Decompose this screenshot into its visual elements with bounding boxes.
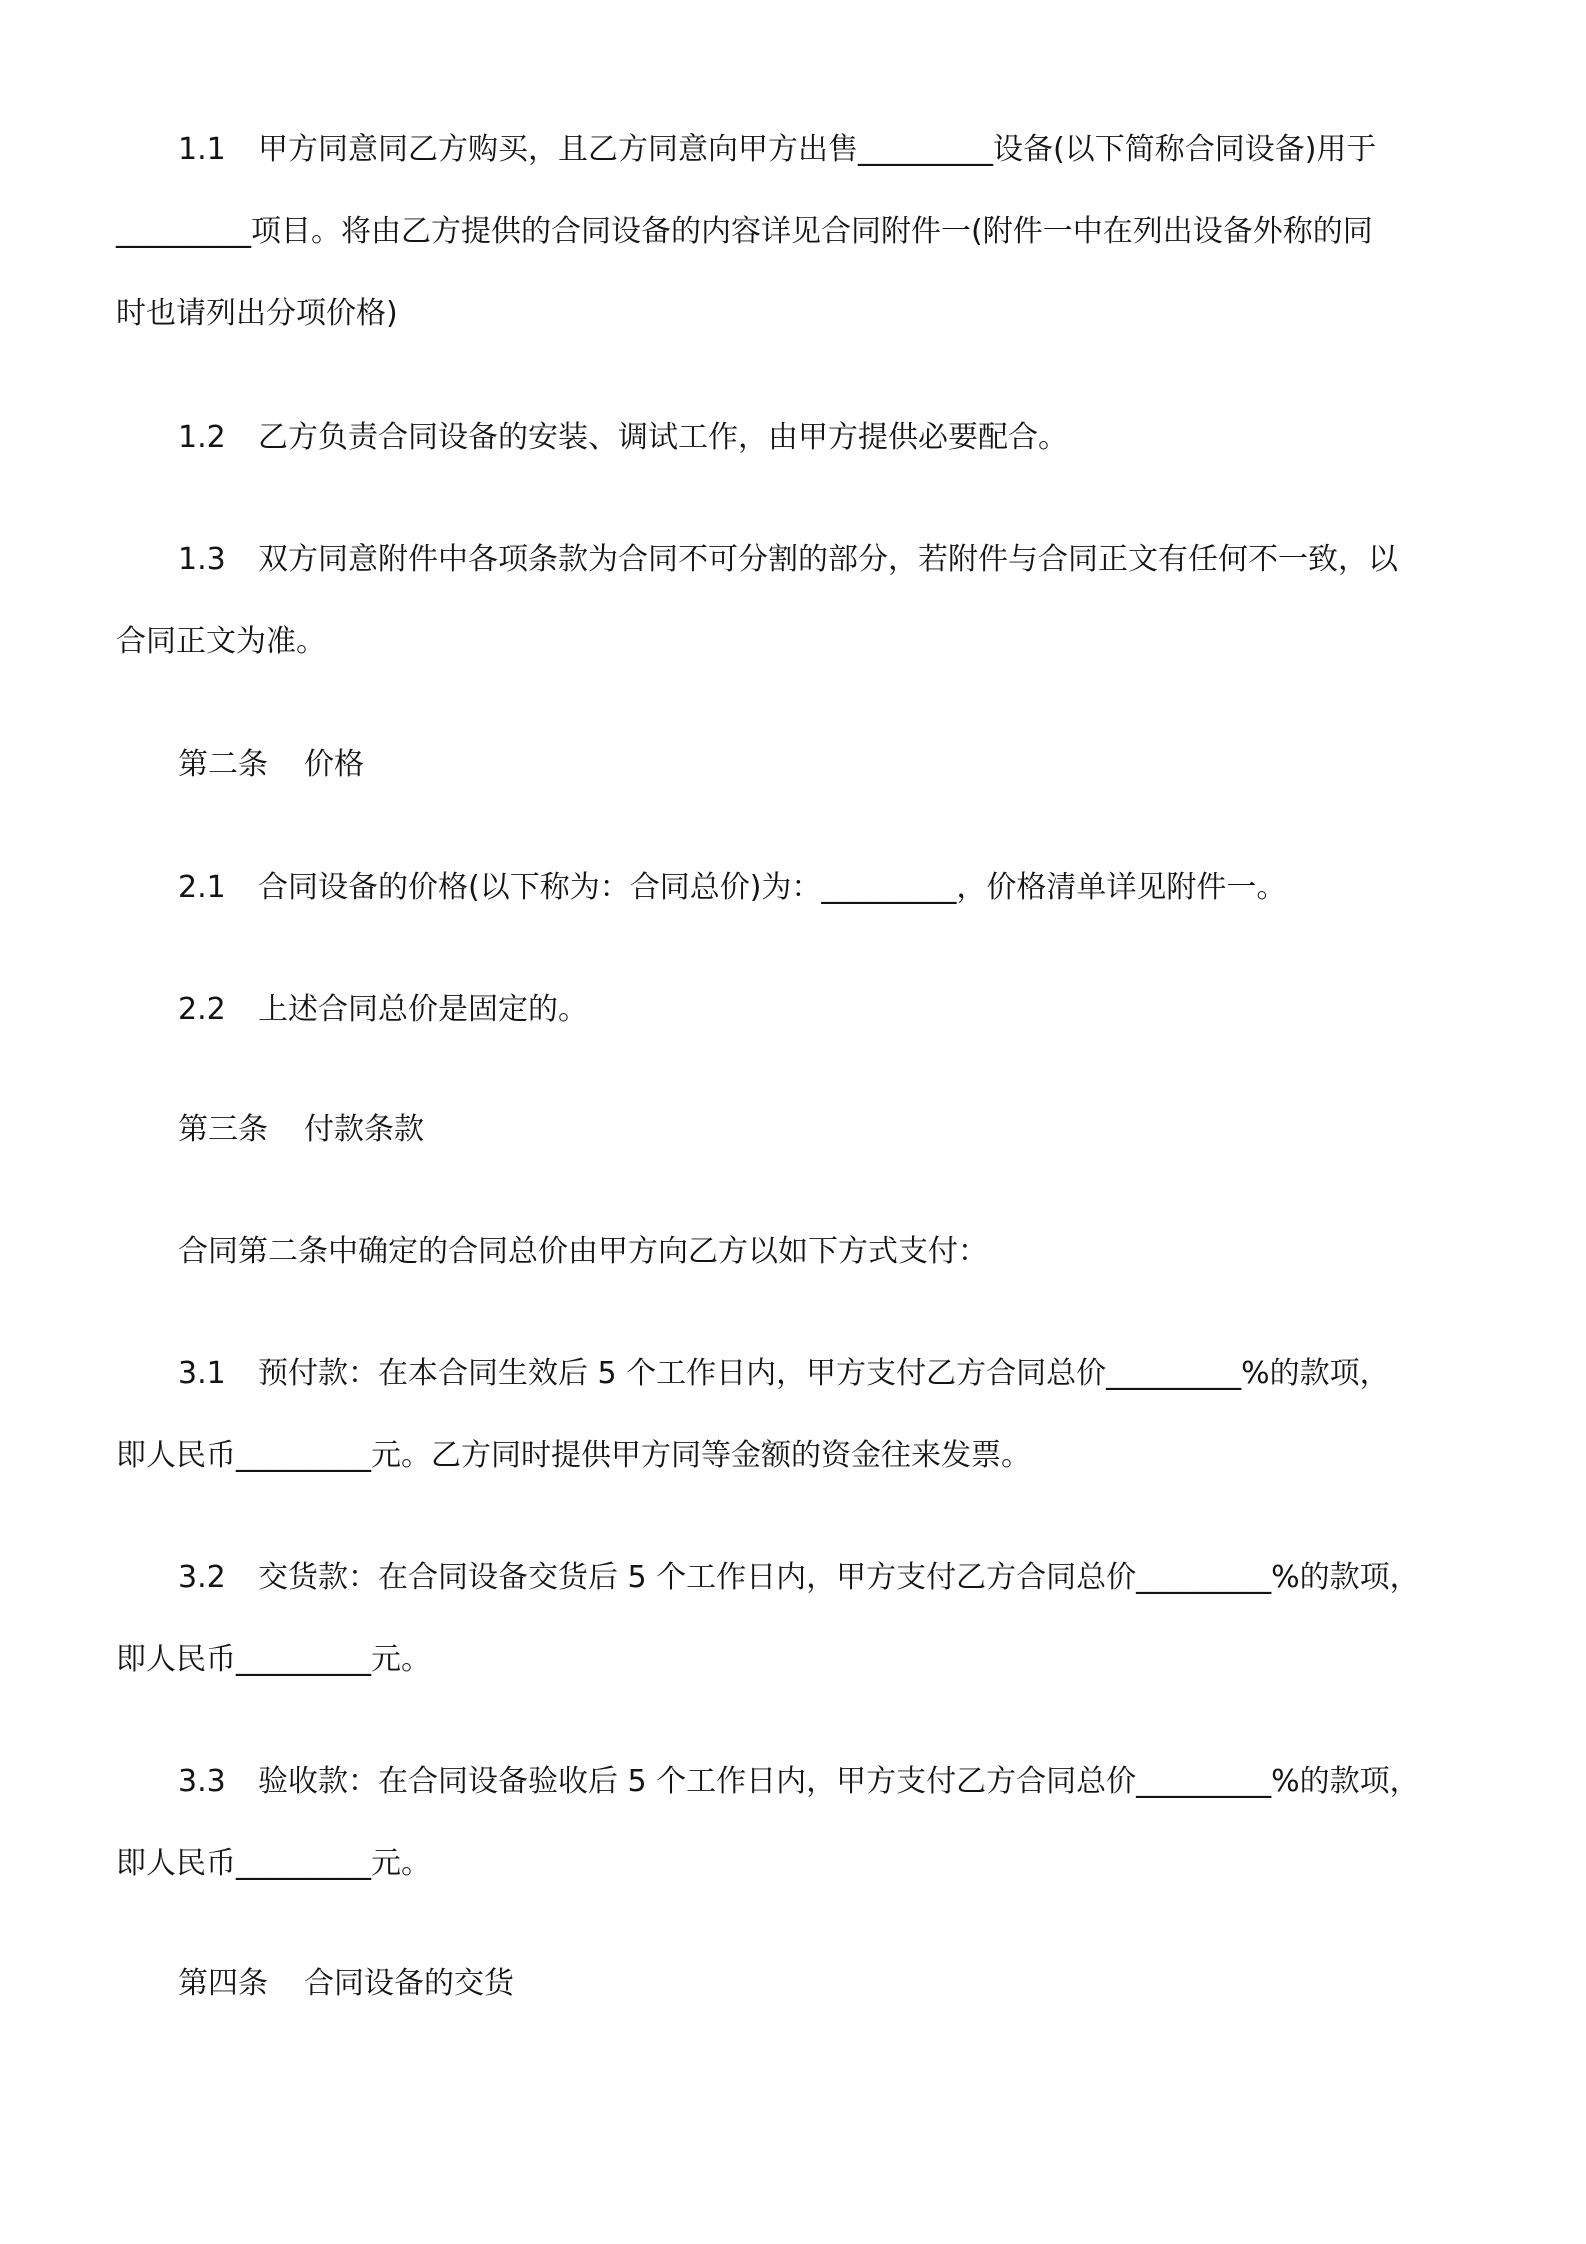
clause-text: 验收款：在合同设备验收后 5 个工作日内，甲方支付乙方合同总价_________%的款项， [258, 1764, 1420, 1799]
clause-text: 乙方负责合同设备的安装、调试工作，由甲方提供必要配合。 [258, 420, 1068, 455]
clause-1-2 [178, 418, 1068, 458]
clause-text: 上述合同总价是固定的。 [258, 992, 588, 1027]
clause-1-1-line-3: 时也请列出分项价格) [116, 296, 398, 331]
clause-2-2 [178, 990, 588, 1030]
article-3-heading [178, 1110, 424, 1150]
article-label: 第三条 [178, 1112, 268, 1147]
clause-text: 双方同意附件中各项条款为合同不可分割的部分，若附件与合同正文有任何不一致，以 [258, 542, 1398, 577]
clause-3-3-line-2: 即人民币_________元。 [116, 1846, 431, 1881]
clause-number: 1.1 [178, 132, 226, 167]
clause-3-2 [178, 1558, 1420, 1598]
clause-1-1-line-2: _________项目。将由乙方提供的合同设备的内容详见合同附件一(附件一中在列出设备外称的同 [116, 214, 1373, 249]
clause-text: 甲方同意同乙方购买，且乙方同意向甲方出售_________设备(以下简称合同设备)用于 [258, 132, 1377, 167]
article-2-heading [178, 745, 364, 785]
article-title: 付款条款 [304, 1112, 424, 1147]
clause-number: 1.2 [178, 420, 226, 455]
clause-number: 2.2 [178, 992, 226, 1027]
clause-3-3 [178, 1762, 1420, 1802]
article-title: 价格 [304, 747, 364, 782]
clause-text: 交货款：在合同设备交货后 5 个工作日内，甲方支付乙方合同总价_________%的款项， [258, 1560, 1420, 1595]
article-3-intro: 合同第二条中确定的合同总价由甲方向乙方以如下方式支付： [178, 1234, 988, 1269]
clause-text: 合同设备的价格(以下称为：合同总价)为：_________，价格清单详见附件一。 [258, 870, 1287, 905]
clause-number: 3.2 [178, 1560, 226, 1595]
clause-3-1 [178, 1354, 1390, 1394]
clause-3-1-line-2: 即人民币_________元。乙方同时提供甲方同等金额的资金往来发票。 [116, 1438, 1031, 1473]
article-label: 第二条 [178, 747, 268, 782]
clause-2-1 [178, 868, 1286, 908]
clause-number: 1.3 [178, 542, 226, 577]
clause-number: 2.1 [178, 870, 226, 905]
clause-text: 预付款：在本合同生效后 5 个工作日内，甲方支付乙方合同总价_________%的款项， [258, 1356, 1390, 1391]
clause-3-2-line-2: 即人民币_________元。 [116, 1642, 431, 1677]
clause-number: 3.1 [178, 1356, 226, 1391]
clause-1-1 [178, 130, 1376, 170]
clause-1-3 [178, 540, 1398, 580]
clause-1-3-line-2: 合同正文为准。 [116, 624, 326, 659]
article-label: 第四条 [178, 1966, 268, 2001]
article-4-heading [178, 1964, 514, 2004]
article-title: 合同设备的交货 [304, 1966, 514, 2001]
clause-number: 3.3 [178, 1764, 226, 1799]
